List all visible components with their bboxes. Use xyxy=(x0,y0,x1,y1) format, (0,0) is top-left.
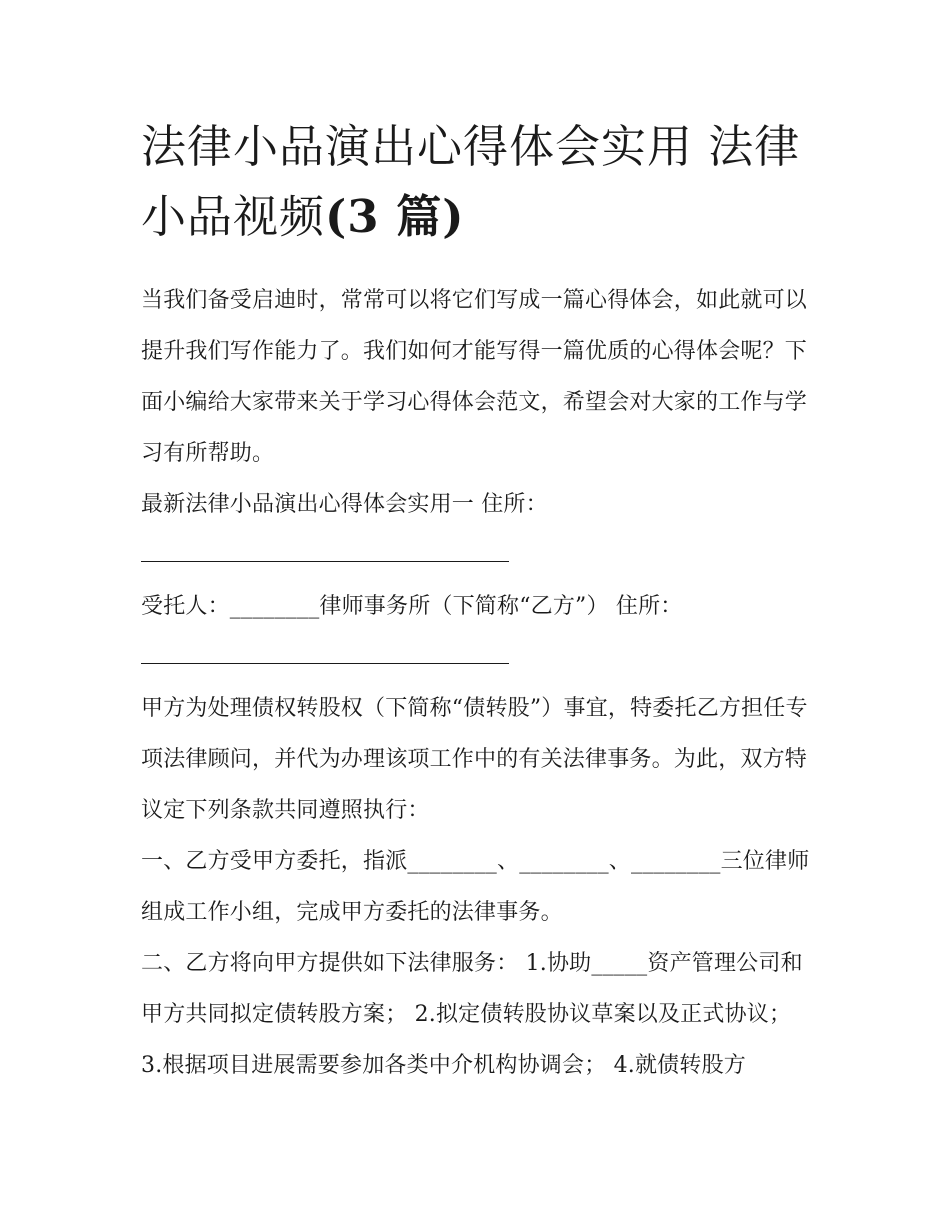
address-blank-line xyxy=(141,530,814,581)
clause-two-continued-paragraph: 3.根据项目进展需要参加各类中介机构协调会； 4.就债转股方 xyxy=(141,1053,746,1078)
clause-two-paragraph: 二、乙方将向甲方提供如下法律服务： 1.协助_____资产管理公司和甲方共同拟定债转股方案； 2.拟定债转股协议草案以及正式协议； xyxy=(141,951,803,1027)
clause-one-paragraph: 一、乙方受甲方委托，指派________、________、________三位律师组成工作小组，完成甲方委托的法律事务。 xyxy=(141,849,810,925)
section-heading-paragraph: 最新法律小品演出心得体会实用一 住所： xyxy=(141,492,548,517)
document-body xyxy=(141,275,814,1091)
trustee-address-blank-line xyxy=(141,632,814,683)
purpose-paragraph: 甲方为处理债权转股权（下简称“债转股”）事宜，特委托乙方担任专项法律顾问，并代为办理该项工作中的有关法律事务。为此，双方特议定下列条款共同遵照执行： xyxy=(141,696,808,823)
trustee-paragraph: 受托人：________律师事务所（下简称“乙方”） 住所： xyxy=(141,594,683,619)
title-count-text: (3 篇) xyxy=(325,190,465,243)
document-title xyxy=(141,112,814,252)
intro-paragraph: 当我们备受启迪时，常常可以将它们写成一篇心得体会，如此就可以提升我们写作能力了。我们如何才能写得一篇优质的心得体会呢？下面小编给大家带来关于学习心得体会范文，希望会对大家的工作与学习有所帮助。 xyxy=(141,288,808,466)
title-main-text: 法律小品演出心得体会实用 法律小品视频 xyxy=(141,120,801,243)
